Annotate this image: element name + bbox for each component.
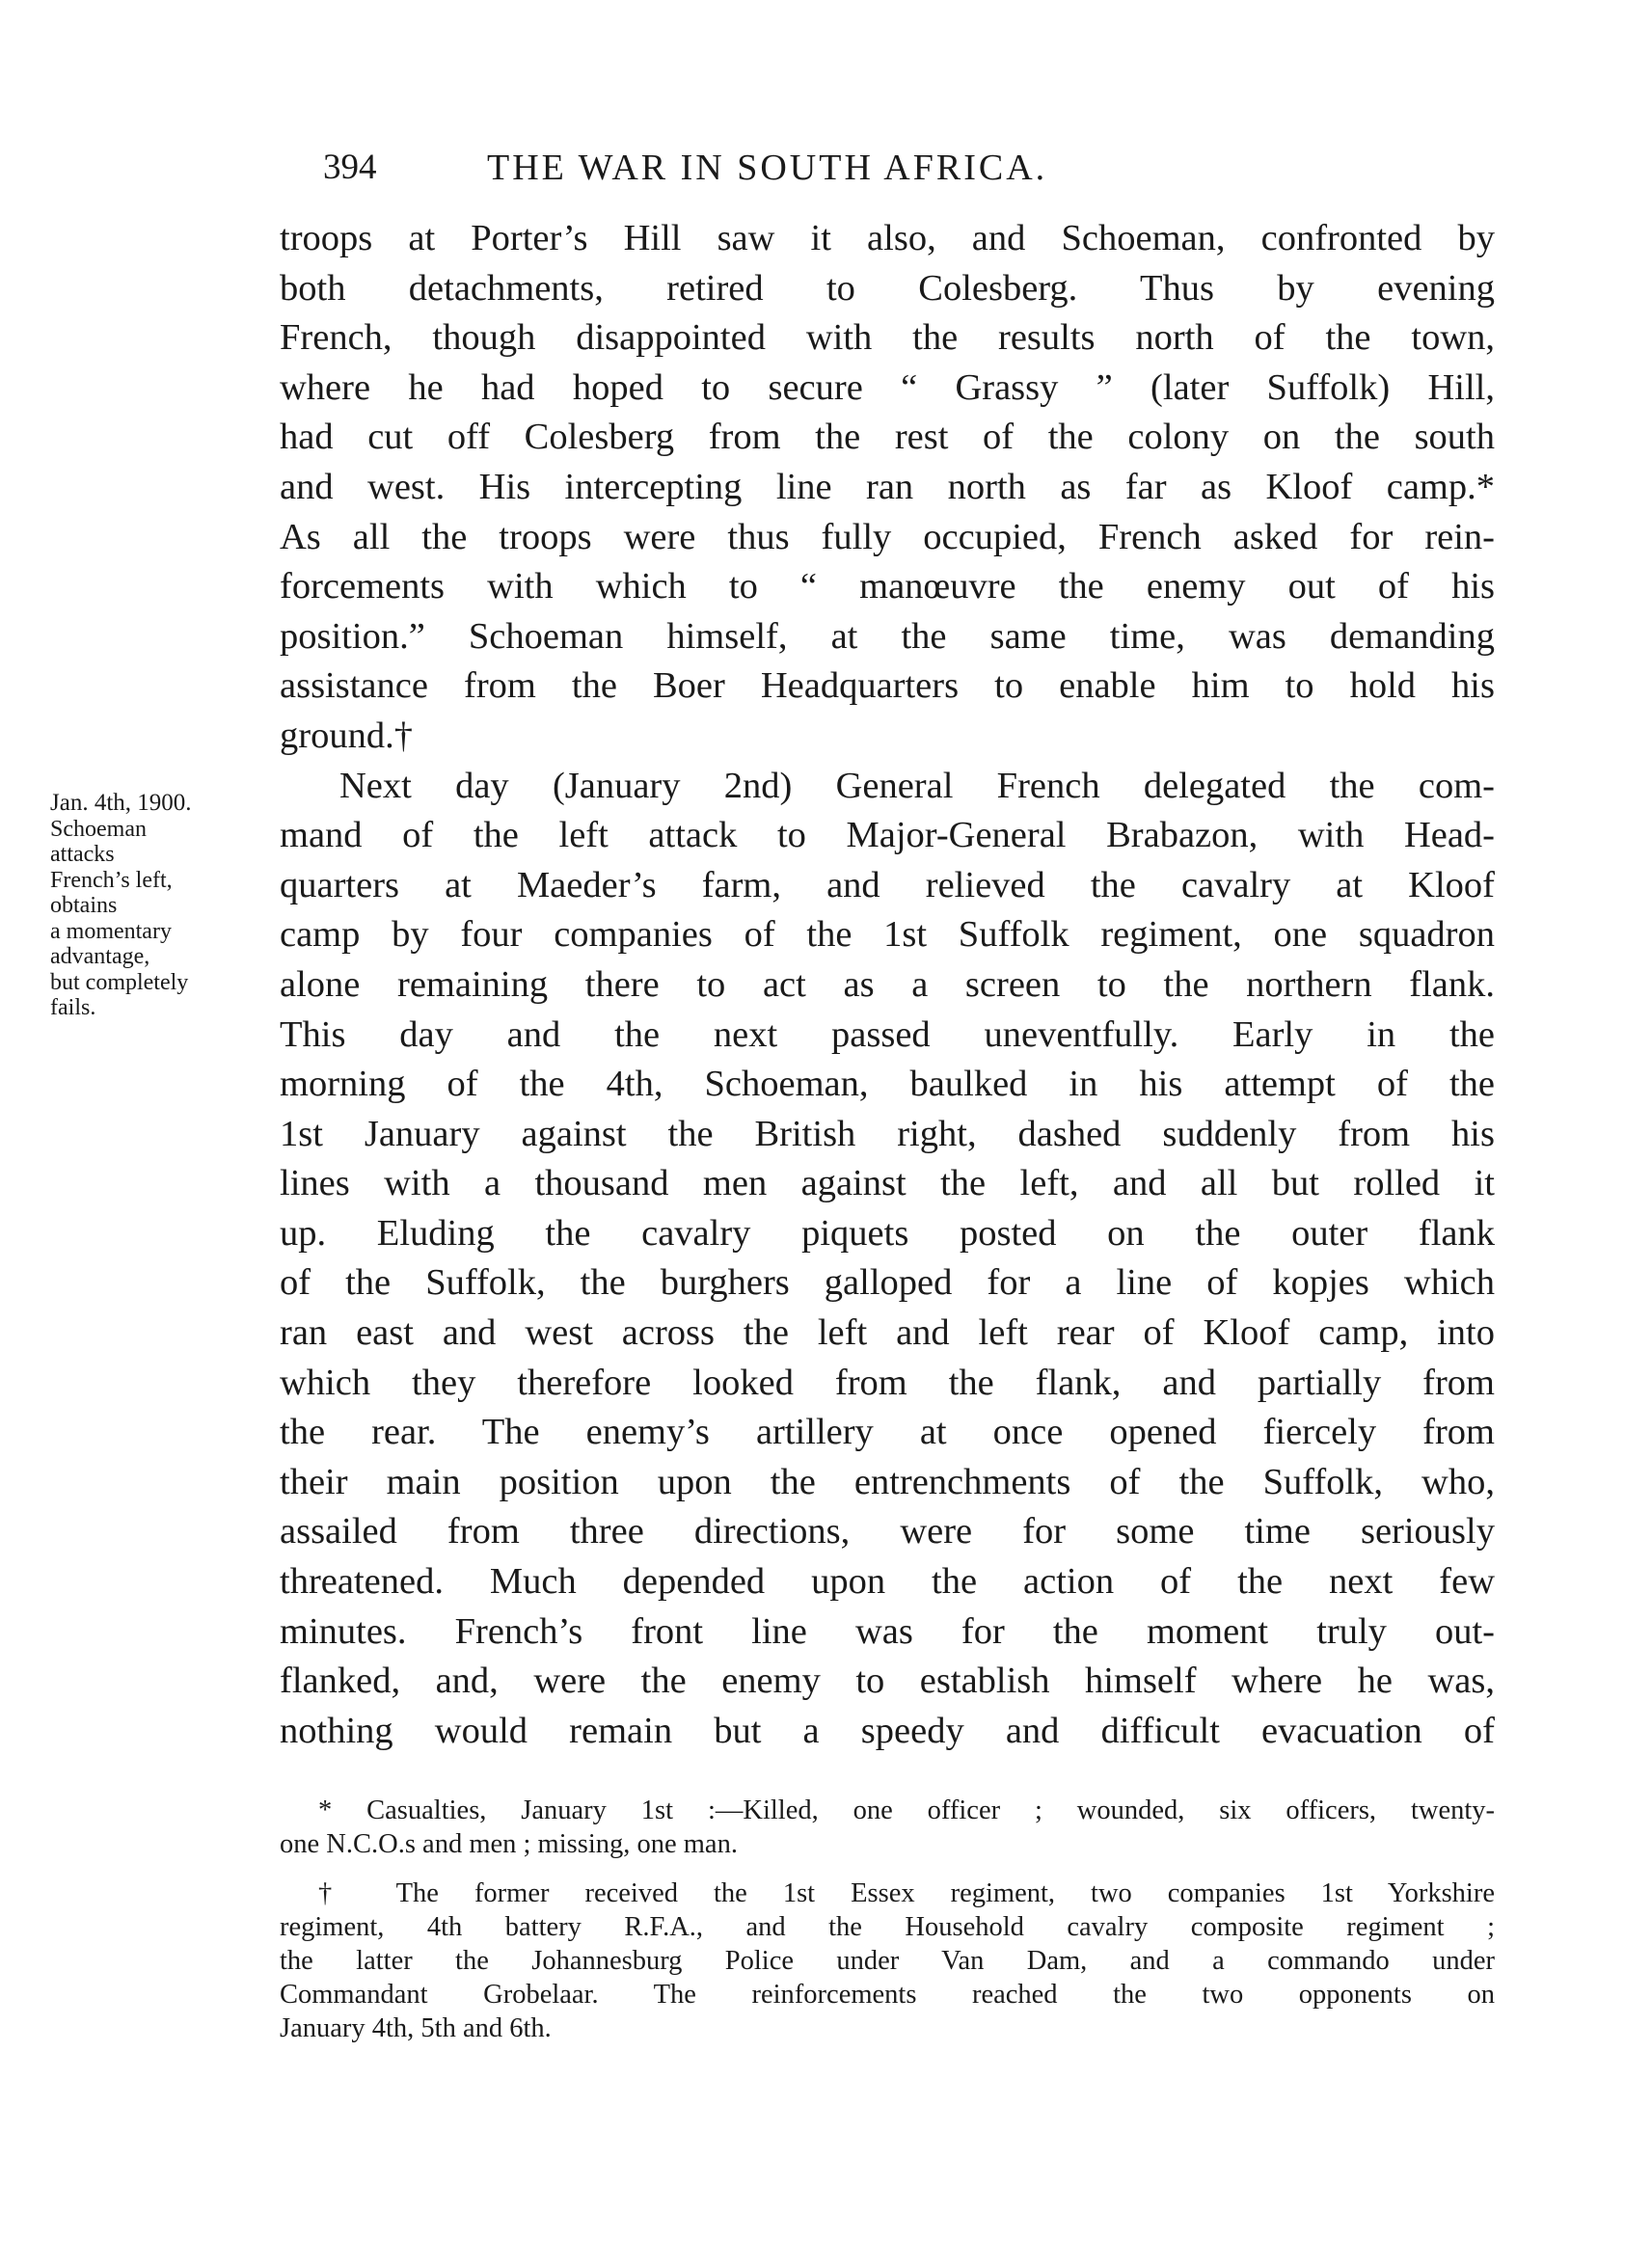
body-line: up. Eluding the cavalry piquets posted on the outer flank [280, 1212, 1495, 1254]
body-line: where he had hoped to secure “ Grassy ” (later Suffolk) Hill, [280, 366, 1495, 408]
footnote-line: January 4th, 5th and 6th. [280, 2013, 552, 2043]
body-line: both detachments, retired to Colesberg. Thus by evening [280, 267, 1495, 309]
footnote-dagger [280, 1876, 1495, 2045]
footnote-line: regiment, 4th battery R.F.A., and the Household cavalry composite regiment ; [280, 1912, 1495, 1942]
marginal-line: attacks [50, 842, 115, 867]
body-line: quarters at Maeder’s farm, and relieved the cavalry at Kloof [280, 864, 1495, 905]
body-line: and west. His intercepting line ran north as far as Kloof camp.* [280, 466, 1495, 507]
marginal-note [50, 791, 272, 1021]
body-line: Next day (January 2nd) General French delegated the com- [339, 765, 1495, 806]
running-head [323, 147, 1504, 195]
body-line: morning of the 4th, Schoeman, baulked in his attempt of the [280, 1064, 1495, 1105]
body-line: threatened. Much depended upon the action of the next few [280, 1561, 1495, 1603]
footnote-line: one N.C.O.s and men ; missing, one man. [280, 1829, 738, 1859]
footnote-line: the latter the Johannesburg Police under Van Dam, and a commando under [280, 1946, 1495, 1976]
body-line: French, though disappointed with the results north of the town, [280, 317, 1495, 359]
body-line: of the Suffolk, the burghers galloped for a line of kopjes which [280, 1262, 1495, 1304]
body-line: flanked, and, were the enemy to establish himself where he was, [280, 1660, 1495, 1702]
body-line: mand of the left attack to Major-General Brabazon, with Head- [280, 815, 1495, 856]
footnote-asterisk [280, 1794, 1495, 1861]
marginal-line: obtains [50, 893, 118, 918]
body-line: This day and the next passed uneventfully. Early in the [280, 1013, 1495, 1055]
marginal-line: a momentary [50, 918, 172, 944]
body-line: the rear. The enemy’s artillery at once opened fiercely from [280, 1412, 1495, 1453]
body-line: their main position upon the entrenchments of the Suffolk, who, [280, 1461, 1495, 1502]
page-number: 394 [323, 148, 377, 187]
footnote-line: * Casualties, January 1st :—Killed, one officer ; wounded, six officers, twenty- [318, 1796, 1495, 1825]
body-line: ran east and west across the left and left rear of Kloof camp, into [280, 1312, 1495, 1354]
body-line: minutes. French’s front line was for the moment truly out- [280, 1610, 1495, 1652]
marginal-line: Schoeman [50, 816, 147, 842]
marginal-line: but completely [50, 969, 189, 995]
body-line: alone remaining there to act as a screen to the northern flank. [280, 963, 1495, 1005]
body-line: assistance from the Boer Headquarters to enable him to hold his [280, 665, 1495, 707]
body-line: troops at Porter’s Hill saw it also, and Schoeman, confronted by [280, 218, 1495, 258]
body-line: ground.† [280, 715, 413, 756]
body-line: which they therefore looked from the flank, and partially from [280, 1362, 1495, 1403]
body-line: position.” Schoeman himself, at the same time, was demanding [280, 615, 1495, 657]
body-text [280, 214, 1495, 1756]
footnote-line: † The former received the 1st Essex regiment, two companies 1st Yorkshire [318, 1878, 1495, 1908]
body-line: As all the troops were thus fully occupied, French asked for rein- [280, 516, 1495, 557]
body-line: assailed from three directions, were for some time seriously [280, 1511, 1495, 1552]
marginal-line: fails. [50, 995, 96, 1020]
marginal-date: Jan. 4th, 1900. [50, 790, 192, 816]
body-line: camp by four companies of the 1st Suffolk regiment, one squadron [280, 914, 1495, 956]
body-line: lines with a thousand men against the left, and all but rolled it [280, 1163, 1495, 1204]
marginal-line: advantage, [50, 944, 150, 969]
marginal-line: French’s left, [50, 867, 173, 893]
body-line: forcements with which to “ manœuvre the enemy out of his [280, 566, 1495, 608]
footnotes [280, 1794, 1495, 2061]
body-line: nothing would remain but a speedy and difficult evacuation of [280, 1710, 1495, 1751]
running-title: THE WAR IN SOUTH AFRICA. [487, 148, 1048, 188]
body-line: 1st January against the British right, dashed suddenly from his [280, 1113, 1495, 1154]
body-line: had cut off Colesberg from the rest of the colony on the south [280, 417, 1495, 458]
footnote-line: Commandant Grobelaar. The reinforcements reached the two opponents on [280, 1980, 1495, 2010]
